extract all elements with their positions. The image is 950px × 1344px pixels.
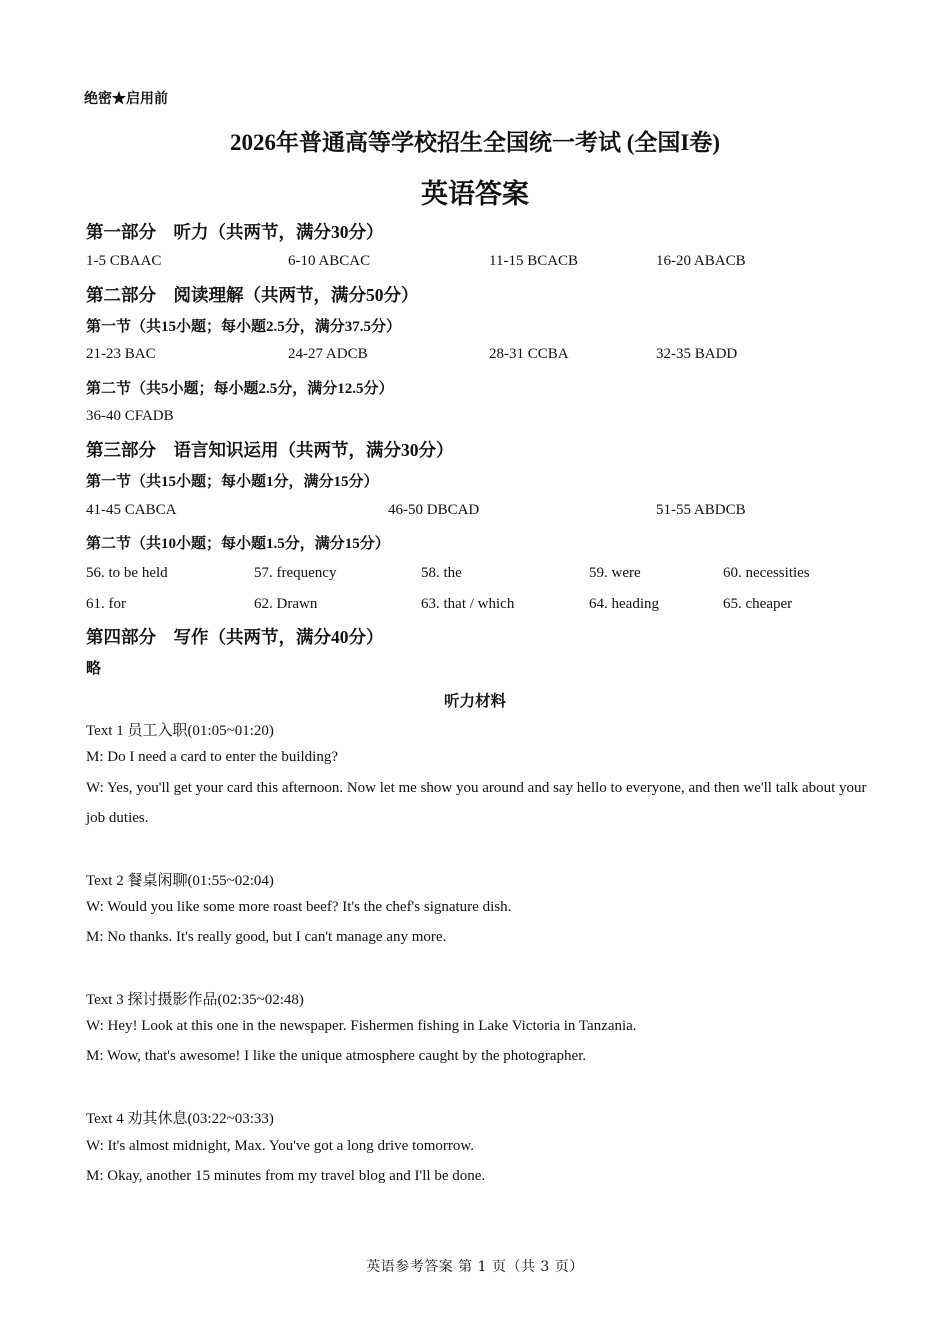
answer-group: 16-20 ABACB [656, 253, 746, 269]
answer-group: 21-23 BAC [86, 346, 156, 362]
text-label: Text 4 劝其休息(03:22~03:33) [86, 1111, 274, 1127]
answer-group: 46-50 DBCAD [388, 502, 480, 518]
answer-item: 65. cheaper [723, 596, 793, 612]
dialogue-line: M: Okay, another 15 minutes from my travel blog and I'll be done. [86, 1168, 486, 1184]
part2-section1-heading: 第一节（共15小题；每小题2.5分，满分37.5分） [86, 319, 402, 335]
answer-item: 63. that / which [421, 596, 515, 612]
page-footer: 英语参考答案 第 1 页（共 3 页） [366, 1259, 584, 1275]
text-label: Text 3 探讨摄影作品(02:35~02:48) [86, 992, 304, 1008]
answer-group: 24-27 ADCB [288, 346, 368, 362]
dialogue-line: W: Hey! Look at this one in the newspaper. Fishermen fishing in Lake Victoria in Tanzania. [86, 1018, 637, 1034]
answer-group: 1-5 CBAAC [86, 253, 162, 269]
answer-item: 64. heading [589, 596, 659, 612]
dialogue-line: W: It's almost midnight, Max. You've got a long drive tomorrow. [86, 1138, 475, 1154]
page-title: 英语答案 [421, 179, 529, 209]
text-label: Text 1 员工入职(01:05~01:20) [86, 723, 274, 739]
part3-section2-heading: 第二节（共10小题；每小题1.5分，满分15分） [86, 536, 390, 552]
answer-item: 62. Drawn [254, 596, 318, 612]
part4-note: 略 [86, 661, 102, 677]
part3-section1-heading: 第一节（共15小题；每小题1分，满分15分） [86, 474, 379, 490]
confidential-mark: 绝密★启用前 [84, 92, 168, 107]
dialogue-line: M: No thanks. It's really good, but I can't manage any more. [86, 929, 447, 945]
part3-heading: 第三部分 语言知识运用（共两节，满分30分） [86, 440, 454, 460]
answer-group: 6-10 ABCAC [288, 253, 371, 269]
answer-item: 60. necessities [723, 565, 810, 581]
dialogue-line: W: Yes, you'll get your card this afternoon. Now let me show you around and say hello to everyone, and then we'll talk about your job duties. [86, 780, 867, 826]
answer-item: 57. frequency [254, 565, 337, 581]
dialogue-line: M: Do I need a card to enter the building? [86, 749, 338, 765]
answer-group: 32-35 BADD [656, 346, 738, 362]
part2-section2-heading: 第二节（共5小题；每小题2.5分，满分12.5分） [86, 381, 394, 397]
answer-group: 41-45 CABCA [86, 502, 177, 518]
listening-heading: 听力材料 [443, 693, 506, 710]
answer-group: 28-31 CCBA [489, 346, 569, 362]
dialogue-line: W: Would you like some more roast beef? It's the chef's signature dish. [86, 899, 512, 915]
part4-heading: 第四部分 写作（共两节，满分40分） [86, 627, 384, 647]
part2-heading: 第二部分 阅读理解（共两节，满分50分） [86, 285, 419, 305]
answer-group: 36-40 CFADB [86, 408, 174, 424]
answer-item: 56. to be held [86, 565, 168, 581]
part1-heading: 第一部分 听力（共两节，满分30分） [86, 222, 384, 242]
dialogue-line: M: Wow, that's awesome! I like the unique atmosphere caught by the photographer. [86, 1048, 587, 1064]
exam-title: 2026年普通高等学校招生全国统一考试 (全国I卷) [229, 130, 721, 155]
text-label: Text 2 餐桌闲聊(01:55~02:04) [86, 873, 274, 889]
answer-item: 58. the [421, 565, 462, 581]
answer-item: 61. for [86, 596, 126, 612]
answer-group: 51-55 ABDCB [656, 502, 746, 518]
answer-item: 59. were [589, 565, 641, 581]
answer-group: 11-15 BCACB [489, 253, 579, 269]
